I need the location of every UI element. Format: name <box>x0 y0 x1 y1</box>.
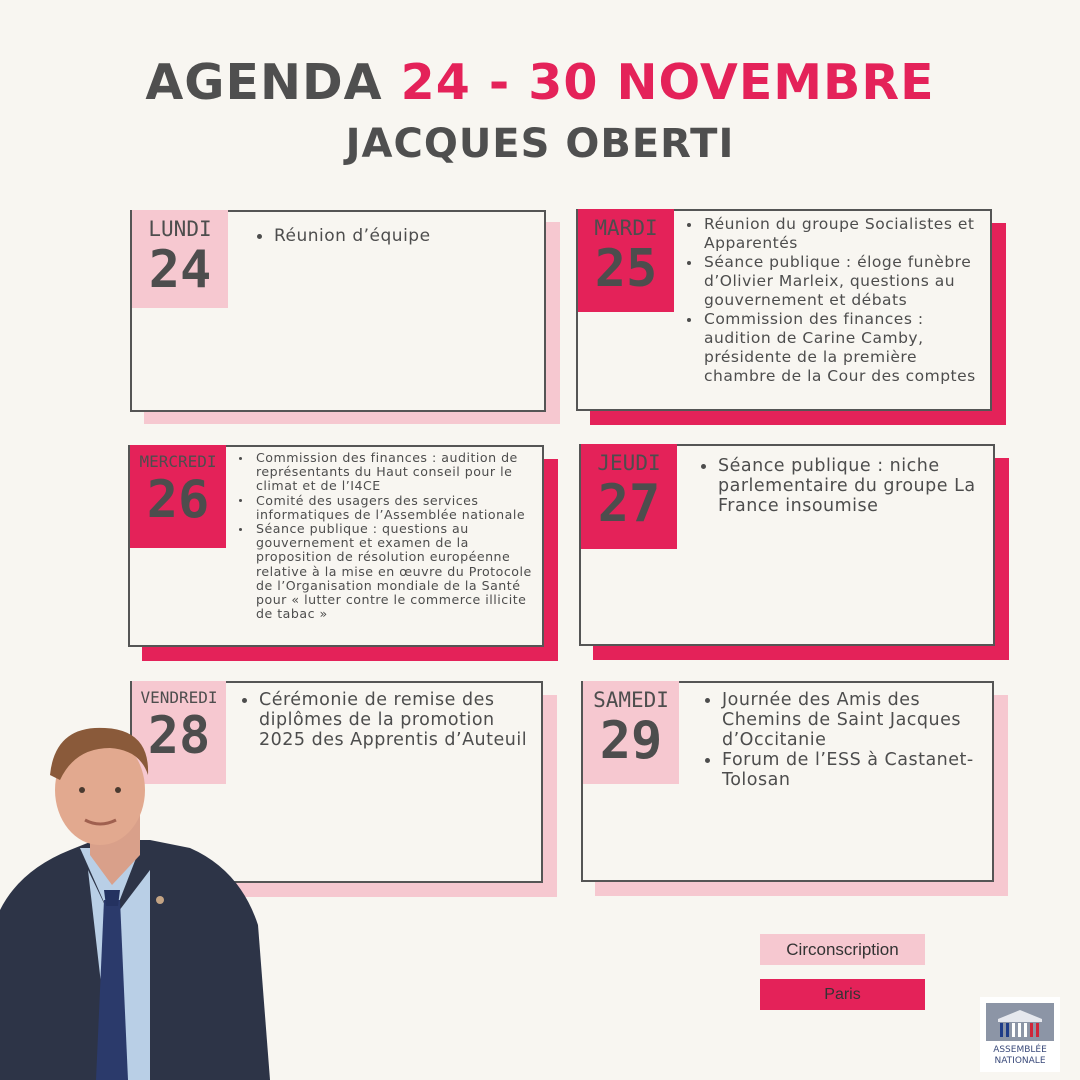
event-item: Séance publique : niche parlementaire du groupe La France insoumise <box>718 456 990 516</box>
date-badge <box>581 444 677 549</box>
day-name: VENDREDI <box>140 688 218 707</box>
agenda-title <box>0 54 1080 111</box>
event-list <box>722 690 988 790</box>
event-item: Forum de l’ESS à Castanet-Tolosan <box>722 750 988 790</box>
event-item: Commission des finances : audition de représentants du Haut conseil pour le climat et de l’I4CE <box>256 451 540 494</box>
date-badge <box>132 210 228 308</box>
deputy-portrait <box>0 720 270 1080</box>
event-list <box>256 451 540 621</box>
assemblee-building-icon <box>980 999 1060 1045</box>
event-item: Séance publique : questions au gouvernement et examen de la proposition de résolution européenne relative à la mise en œuvre du Protocole de l’Organisation mondiale de la Santé pour « lutter contre le commerce illicite de tabac » <box>256 522 540 621</box>
assemblee-nationale-logo <box>980 997 1060 1072</box>
circonscription-label: Circonscription <box>760 934 925 965</box>
event-list <box>718 456 990 516</box>
logo-line-1: ASSEMBLÉE <box>993 1045 1047 1055</box>
event-list <box>274 226 536 246</box>
day-number: 26 <box>146 470 210 530</box>
day-number: 27 <box>597 474 661 534</box>
event-item: Commission des finances : audition de Carine Camby, présidente de la première chambre de la Cour des comptes <box>704 310 988 386</box>
circonscription-value: Paris <box>760 979 925 1010</box>
title-dates: 24 - 30 NOVEMBRE <box>400 54 935 111</box>
date-badge <box>130 445 226 548</box>
day-name: JEUDI <box>597 451 661 475</box>
day-number: 25 <box>594 239 658 299</box>
event-list <box>704 215 988 386</box>
event-item: Journée des Amis des Chemins de Saint Jacques d’Occitanie <box>722 690 988 750</box>
event-item: Réunion d’équipe <box>274 226 536 246</box>
day-name: SAMEDI <box>593 688 669 712</box>
date-badge <box>578 209 674 312</box>
day-name: MERCREDI <box>139 452 217 471</box>
logo-line-2: NATIONALE <box>994 1056 1046 1066</box>
day-number: 29 <box>599 711 663 771</box>
day-number: 28 <box>147 706 211 766</box>
day-number: 24 <box>148 240 212 300</box>
event-item: Réunion du groupe Socialistes et Apparentés <box>704 215 988 253</box>
event-item: Cérémonie de remise des diplômes de la promotion 2025 des Apprentis d’Auteuil <box>259 690 535 750</box>
date-badge <box>583 681 679 784</box>
event-item: Séance publique : éloge funèbre d’Olivier Marleix, questions au gouvernement et débats <box>704 253 988 310</box>
title-prefix: AGENDA <box>145 54 401 111</box>
day-name: LUNDI <box>148 217 212 241</box>
day-name: MARDI <box>594 216 658 240</box>
event-list <box>259 690 535 750</box>
deputy-name: JACQUES OBERTI <box>345 121 735 167</box>
event-item: Comité des usagers des services informatiques de l’Assemblée nationale <box>256 494 540 522</box>
